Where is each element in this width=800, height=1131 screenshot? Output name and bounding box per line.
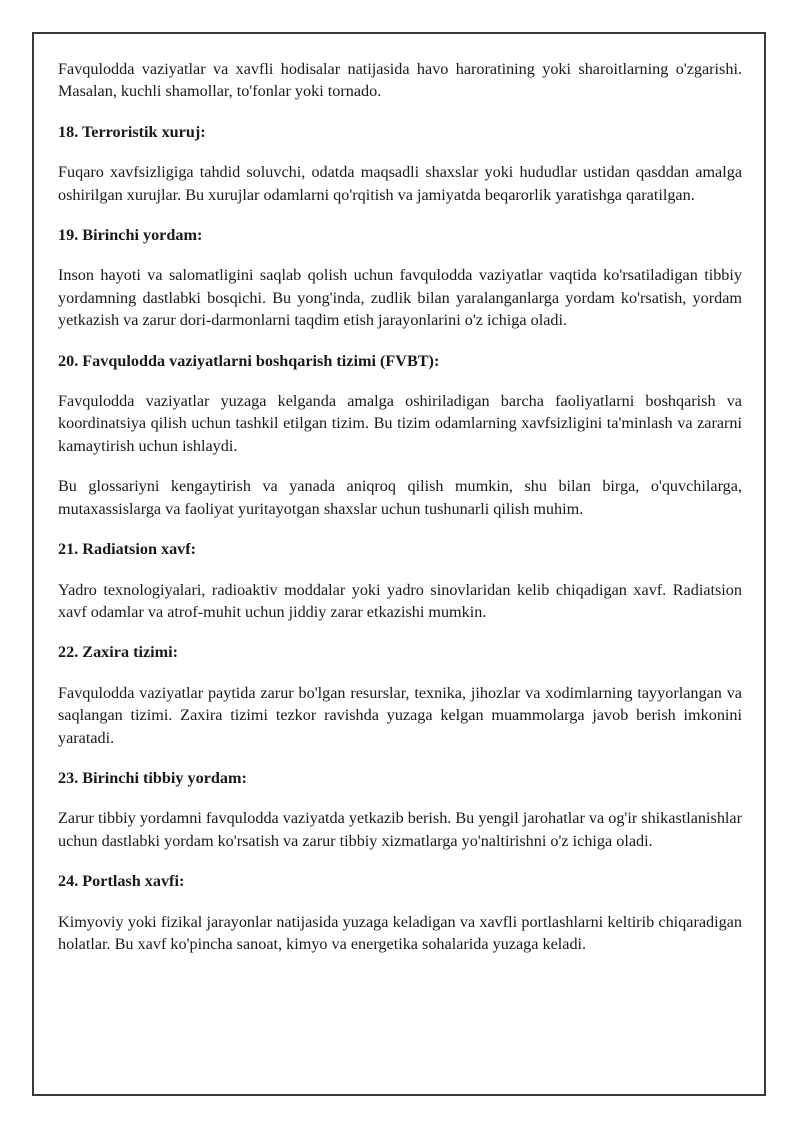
paragraph: Fuqaro xavfsizligiga tahdid soluvchi, odatda maqsadli shaxslar yoki hududlar ustidan qasddan amalga oshirilgan xurujlar. Bu xurujlar odamlarni qo'rqitish va jamiyatda beqarorlik yaratishga qaratilgan. xyxy=(58,163,742,204)
section-heading: 19. Birinchi yordam: xyxy=(58,226,203,245)
document-body xyxy=(58,58,742,973)
section-heading: 18. Terroristik xuruj: xyxy=(58,122,206,141)
paragraph: Favqulodda vaziyatlar va xavfli hodisalar natijasida havo haroratining yoki sharoitlarning o'zgarishi. Masalan, kuchli shamollar, to'fonlar yoki tornado. xyxy=(58,60,742,101)
section-heading: 21. Radiatsion xavf: xyxy=(58,540,197,559)
paragraph: Zarur tibbiy yordamni favqulodda vaziyatda yetkazib berish. Bu yengil jarohatlar va og'ir shikastlanishlar uchun dastlabki yordam ko'rsatish va zarur tibbiy xizmatlarga yo'naltirishni o'z ichiga oladi. xyxy=(58,809,742,850)
paragraph: Kimyoviy yoki fizikal jarayonlar natijasida yuzaga keladigan va xavfli portlashlarni keltirib chiqaradigan holatlar. Bu xavf ko'pincha sanoat, kimyo va energetika sohalarida yuzaga keladi. xyxy=(58,912,742,953)
paragraph: Bu glossariyni kengaytirish va yanada aniqroq qilish mumkin, shu bilan birga, o'quvchilarga, mutaxassislarga va faoliyat yuritayotgan shaxslar uchun tushunarli qilish muhim. xyxy=(58,477,742,518)
section-heading: 22. Zaxira tizimi: xyxy=(58,643,179,662)
paragraph: Favqulodda vaziyatlar paytida zarur bo'lgan resurslar, texnika, jihozlar va xodimlarning tayyorlangan va saqlangan tizimi. Zaxira tizimi tezkor ravishda yuzaga kelgan muammolarga javob berish imkonini yaratadi. xyxy=(58,683,742,747)
paragraph: Inson hayoti va salomatligini saqlab qolish uchun favqulodda vaziyatlar vaqtida ko'rsatiladigan tibbiy yordamning dastlabki bosqichi. Bu yong'inda, zudlik bilan yaralanganlarga yordam ko'rsatish, yordam yetkazish va zarur dori-darmonlarni taqdim etish jarayonlarini o'z ichiga oladi. xyxy=(58,266,742,330)
section-heading: 20. Favqulodda vaziyatlarni boshqarish tizimi (FVBT): xyxy=(58,351,440,370)
section-heading: 24. Portlash xavfi: xyxy=(58,872,185,891)
paragraph: Favqulodda vaziyatlar yuzaga kelganda amalga oshiriladigan barcha faoliyatlarni boshqarish va koordinatsiya qilish uchun tashkil etilgan tizim. Bu tizim odamlarning xavfsizligini ta'minlash va zararni kamaytirish uchun ishlaydi. xyxy=(58,392,742,455)
paragraph: Yadro texnologiyalari, radioaktiv moddalar yoki yadro sinovlaridan kelib chiqadigan xavf. Radiatsion xavf odamlar va atrof-muhit uchun jiddiy zarar etkazishi mumkin. xyxy=(58,580,742,621)
section-heading: 23. Birinchi tibbiy yordam: xyxy=(58,768,247,787)
